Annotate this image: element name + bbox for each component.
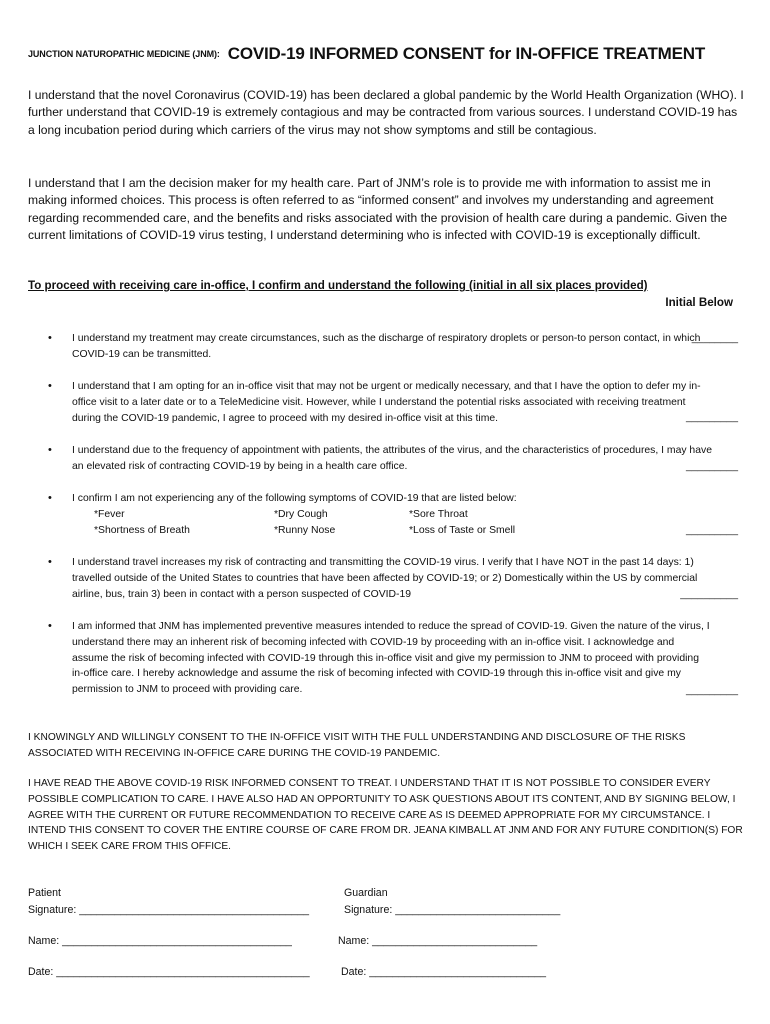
organization-name: JUNCTION NATUROPATHIC MEDICINE (JNM): xyxy=(28,49,220,59)
symptom-sore-throat: *Sore Throat xyxy=(409,508,468,520)
initial-blank-3[interactable]: _________ xyxy=(685,461,738,472)
consent-item-1 xyxy=(48,331,738,363)
initial-blank-1[interactable]: ________ xyxy=(691,333,738,344)
guardian-name-field[interactable]: Name: ____________________________ xyxy=(338,935,538,947)
initial-blank-6[interactable]: _________ xyxy=(685,685,738,696)
symptom-shortness-of-breath: *Shortness of Breath xyxy=(94,524,190,536)
guardian-date-field[interactable]: Date: ______________________________ xyxy=(341,966,547,978)
consent-item-text: I understand travel increases my risk of contracting and transmitting the COVID-19 virus. I verify that I have NOT in the past 14 days: 1) travelled outside of the United States to countries that have been affected by COVID-19; or 2) Domestically within the US by commercial airline, bus, train 3) been in contact with a person suspected of COVID-19 xyxy=(72,557,698,600)
guardian-label: Guardian xyxy=(344,887,388,899)
consent-item-text: I am informed that JNM has implemented preventive measures intended to reduce the spread of COVID-19. Given the nature of the virus, I understand there may an inherent risk of becoming infected with COVID-19 by proceeding with an in-office visit. I acknowledge and assume the risk of becoming infected with COVID-19 through this in-office visit and give my permission to JNM to proceed with providing in-office care. I hereby acknowledge and assume the risk of becoming infected with COVID-19 through this in-office visit and give my permission to JNM to proceed with providing care. xyxy=(72,621,710,696)
consent-item-text: I understand my treatment may create circumstances, such as the discharge of respiratory droplets or person-to person contact, in which COVID-19 can be transmitted. xyxy=(72,333,701,360)
initial-blank-4[interactable]: _________ xyxy=(685,525,738,536)
bullet: • xyxy=(48,620,52,632)
bullet: • xyxy=(48,556,52,568)
bullet: • xyxy=(48,492,52,504)
consent-item-text: I understand due to the frequency of appointment with patients, the attributes of the virus, and the characteristics of procedures, I may have an elevated risk of contracting COVID-19 by being in a health care office. xyxy=(72,445,712,472)
consent-statement-read: I HAVE READ THE ABOVE COVID-19 RISK INFORMED CONSENT TO TREAT. I UNDERSTAND THAT IT IS NOT POSSIBLE TO CONSIDER EVERY POSSIBLE COMPLICATION TO CARE. I HAVE ALSO HAD AN OPPORTUNITY TO ASK QUESTIONS ABOUT ITS CONTENT, AND BY SIGNING BELOW, I AGREE WITH THE CURRENT OR FUTURE RECOMMENDATION TO RECEIVE CARE AS IS DEEMED APPROPRIATE FOR MY CIRCUMSTANCE. I INTEND THIS CONSENT TO COVER THE ENTIRE COURSE OF CARE FROM DR. JEANA KIMBALL AT JNM AND FOR ANY FUTURE CONDITION(S) FOR WHICH I SEEK CARE FROM THIS OFFICE. xyxy=(28,778,743,853)
consent-item-4 xyxy=(48,491,738,538)
symptom-loss-of-taste-smell: *Loss of Taste or Smell xyxy=(409,524,516,536)
form-title: COVID-19 INFORMED CONSENT for IN-OFFICE TREATMENT xyxy=(227,44,706,63)
symptom-list xyxy=(94,507,574,539)
consent-item-2 xyxy=(48,379,738,426)
bullet: • xyxy=(48,380,52,392)
consent-item-3 xyxy=(48,443,738,475)
guardian-signature-field[interactable]: Signature: ____________________________ xyxy=(344,904,561,916)
patient-date-field[interactable]: Date: ___________________________________________ xyxy=(28,966,310,978)
symptom-fever: *Fever xyxy=(94,508,125,520)
initial-blank-2[interactable]: _________ xyxy=(685,412,738,423)
patient-label: Patient xyxy=(28,887,61,899)
consent-item-6 xyxy=(48,619,738,698)
paragraph-coronavirus: I understand that the novel Coronavirus (COVID-19) has been declared a global pandemic by the World Health Organization (WHO). I further understand that COVID-19 is extremely contagious and may be contracted from various sources. I understand COVID-19 has a long incubation period during which carriers of the virus may not show symptoms and still be contagious. xyxy=(28,88,744,137)
symptom-runny-nose: *Runny Nose xyxy=(274,524,336,536)
symptom-dry-cough: *Dry Cough xyxy=(274,508,328,520)
consent-statement-knowingly: I KNOWINGLY AND WILLINGLY CONSENT TO THE IN-OFFICE VISIT WITH THE FULL UNDERSTANDING AND DISCLOSURE OF THE RISKS ASSOCIATED WITH RECEIVING IN-OFFICE CARE DURING THE COVID-19 PANDEMIC. xyxy=(28,732,686,759)
bullet: • xyxy=(48,444,52,456)
paragraph-decision-maker: I understand that I am the decision maker for my health care. Part of JNM’s role is to provide me with information to assist me in making informed choices. This process is often referred to as “informed consent” and involves my understanding and agreement regarding recommended care, and the benefits and risks associated with the provision of health care during a pandemic. Given the current limitations of COVID-19 virus testing, I understand determining who is infected with COVID-19 is exceptionally difficult. xyxy=(28,176,728,243)
form-header xyxy=(28,44,748,64)
proceed-heading: To proceed with receiving care in-office, I confirm and understand the following (initial in all six places provided) xyxy=(28,279,648,292)
patient-name-field[interactable]: Name: _______________________________________ xyxy=(28,935,292,947)
initial-blank-5[interactable]: __________ xyxy=(680,589,738,600)
consent-item-5 xyxy=(48,555,738,602)
initial-below-label: Initial Below xyxy=(665,296,733,309)
consent-item-text: I confirm I am not experiencing any of the following symptoms of COVID-19 that are listed below: xyxy=(72,493,517,504)
consent-item-text: I understand that I am opting for an in-office visit that may not be urgent or medically necessary, and that I have the option to defer my in-office visit to a later date or to a TeleMedicine visit. However, while I understand the potential risks associated with receiving treatment during the COVID-19 pandemic, I agree to proceed with my desired in-office visit at this time. xyxy=(72,381,701,424)
bullet: • xyxy=(48,332,52,344)
patient-signature-field[interactable]: Signature: _______________________________________ xyxy=(28,904,310,916)
